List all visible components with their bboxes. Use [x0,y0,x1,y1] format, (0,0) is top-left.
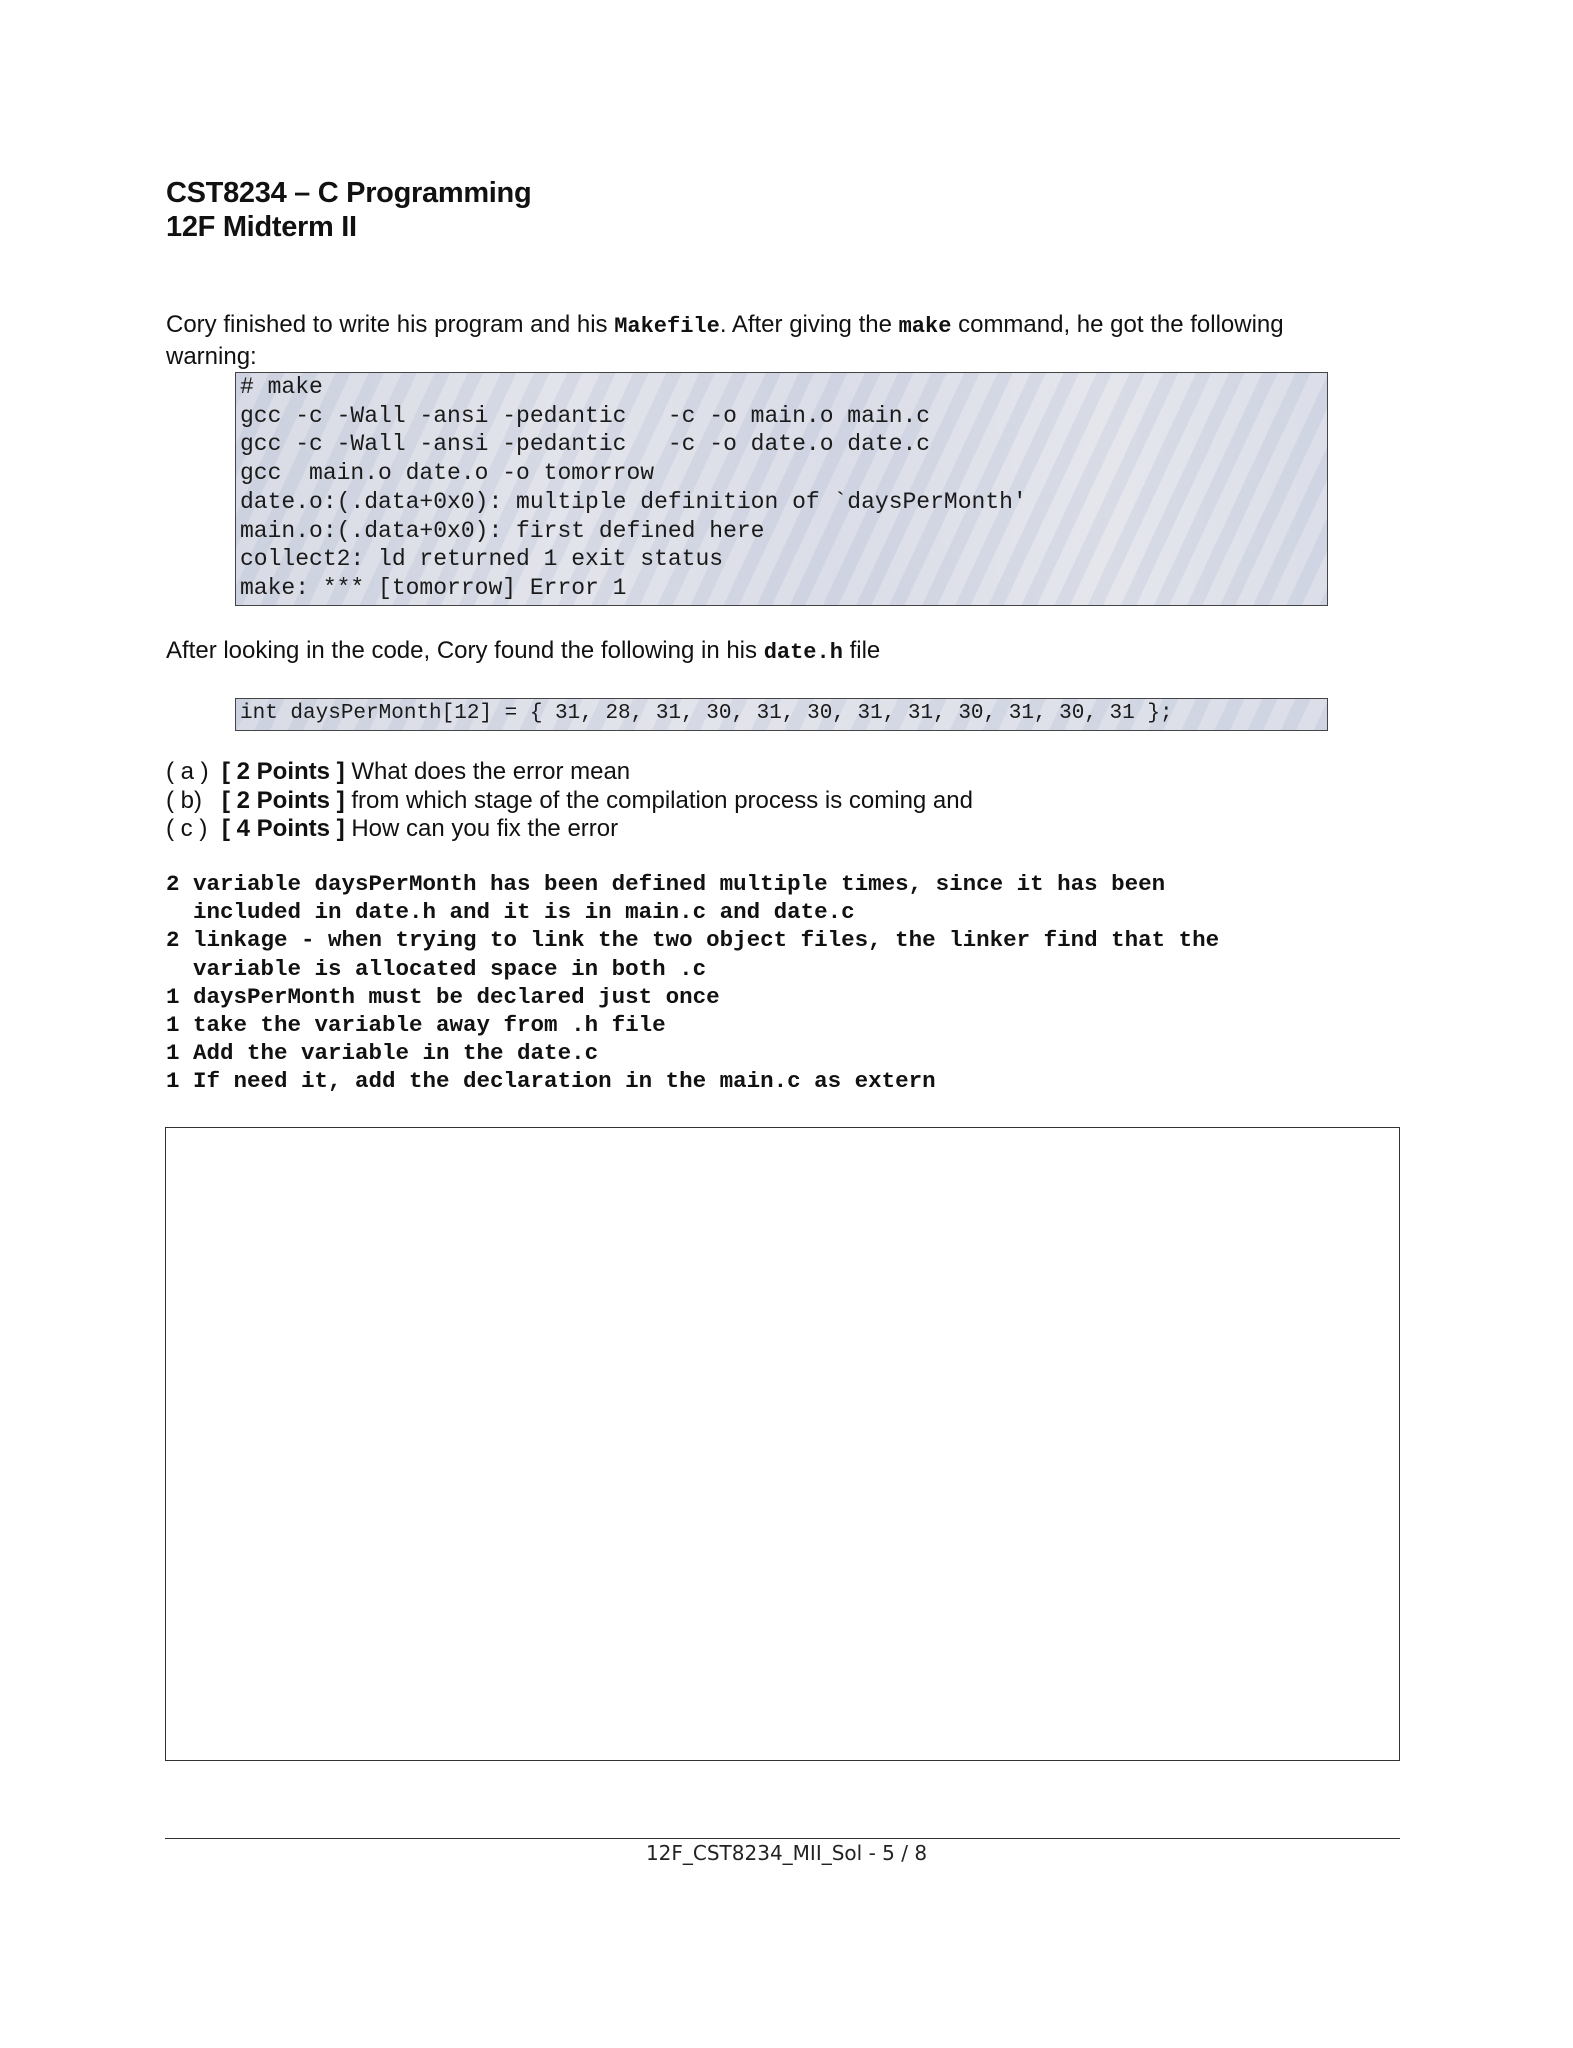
intro-text-after: command, he got the following warning: [166,311,1284,370]
question-text: from which stage of the compilation process is coming and [344,786,973,814]
intro2-text-before: After looking in the code, Cory found the following in his [166,637,764,664]
question-points: [ 2 Points ] [222,758,345,785]
page-header [166,176,531,244]
intro-text-before: Cory finished to write his program and his [166,311,615,338]
date-h-code: date.h [763,640,843,665]
terminal-line: date.o:(.data+0x0): multiple definition of `daysPerMonth' [240,488,1027,515]
code-declaration: int daysPerMonth[12] = { 31, 28, 31, 30, 31, 30, 31, 31, 30, 31, 30, 31 }; [235,698,1328,731]
intro-paragraph [166,310,1366,372]
page-footer: 12F_CST8234_MII_Sol - 5 / 8 [645,1841,928,1865]
intro2-text-after: file [842,637,881,664]
answer-key [166,870,1219,1096]
question-text: What does the error mean [344,758,631,785]
terminal-line: gcc main.o date.o -o tomorrow [240,460,655,487]
footer-divider [165,1838,1400,1839]
intro-text-middle: . After giving the [719,311,899,338]
answer-line: 1 daysPerMonth must be declared just once [166,983,720,1010]
answer-line: 1 Add the variable in the date.c [166,1040,599,1067]
question-text: How can you fix the error [344,815,619,842]
question-label: ( c ) [166,815,208,842]
answer-line: included in date.h and it is in main.c and date.c [166,899,855,926]
answer-line: 2 variable daysPerMonth has been defined multiple times, since it has been [166,871,1166,897]
question-points: [ 4 Points ] [222,815,345,842]
question-label: ( b) [166,786,202,814]
question-item [166,758,973,787]
answer-box [165,1127,1400,1761]
terminal-line: make: *** [tomorrow] Error 1 [240,574,627,601]
terminal-line: # make [240,374,323,400]
terminal-line: collect2: ld returned 1 exit status [240,546,724,573]
answer-line: 2 linkage - when trying to link the two object files, the linker find that the [166,927,1220,954]
terminal-output [235,372,1328,606]
question-label: ( a ) [166,758,209,785]
question-item [166,787,973,816]
intro2-paragraph [166,636,880,668]
question-list [166,758,973,844]
make-code: make [898,314,952,339]
terminal-line: gcc -c -Wall -ansi -pedantic -c -o date.o date.c [240,431,931,458]
makefile-code: Makefile [614,314,720,339]
question-points: [ 2 Points ] [222,786,345,814]
answer-line: variable is allocated space in both .c [166,955,707,982]
question-item [166,815,973,844]
answer-line: 1 If need it, add the declaration in the main.c as extern [166,1068,936,1095]
answer-line: 1 take the variable away from .h file [166,1012,666,1039]
exam-title: 12F Midterm II [166,211,357,243]
course-title: CST8234 – C Programming [166,177,532,209]
terminal-line: main.o:(.data+0x0): first defined here [240,517,765,544]
terminal-line: gcc -c -Wall -ansi -pedantic -c -o main.o main.c [240,402,931,429]
